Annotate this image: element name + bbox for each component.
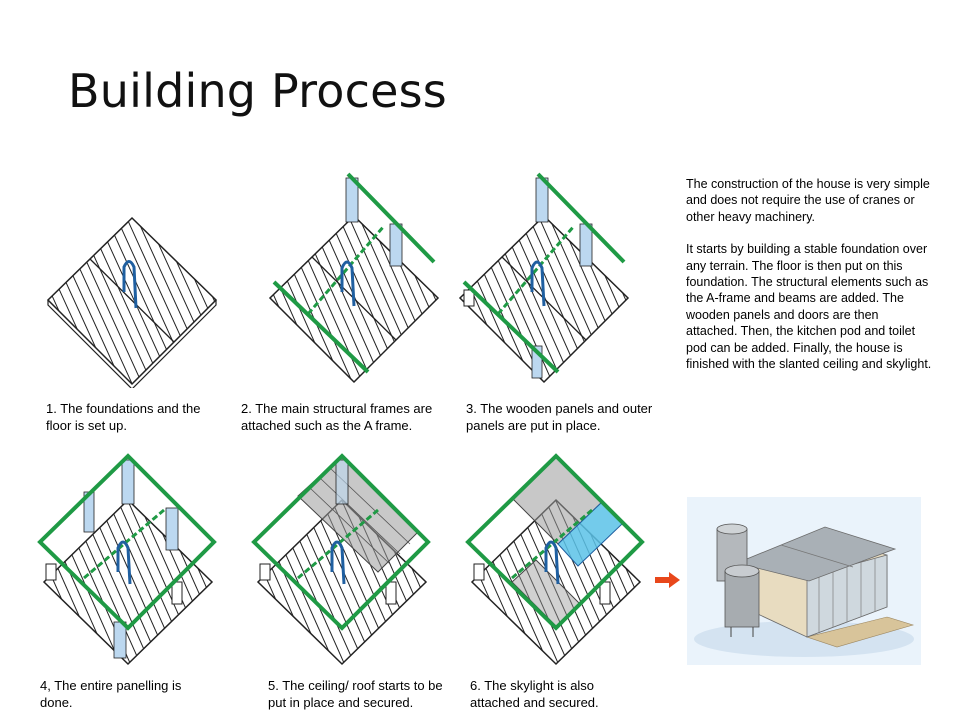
step-4-caption: 4, The entire panelling is done. <box>40 678 182 710</box>
step-2-caption: 2. The main structural frames are attached such as the A frame. <box>241 401 433 433</box>
description-paragraph-2: It starts by building a stable foundation over any terrain. The floor is then put on this foundation. The structural elements such as the A-frame and beams are added. The wooden panels and doors are then attached. Then, the kitchen pod and toilet pod can be added. Finally, the house is finished with the slanted ceiling and skylight. <box>686 242 932 372</box>
arrow-right-icon <box>655 572 681 588</box>
page-title: Building Process <box>68 64 447 118</box>
step-5-diagram <box>248 452 438 672</box>
step-6-diagram <box>462 452 652 672</box>
step-1-caption: 1. The foundations and the floor is set up. <box>46 401 201 433</box>
step-3-diagram <box>454 166 634 388</box>
step-6-caption: 6. The skylight is also attached and secured. <box>470 678 599 710</box>
finished-house-render <box>687 497 921 665</box>
step-2-diagram <box>264 166 444 388</box>
description <box>686 176 932 388</box>
step-1-diagram <box>44 212 220 388</box>
step-5-caption: 5. The ceiling/ roof starts to be put in place and secured. <box>268 678 443 710</box>
step-3-caption: 3. The wooden panels and outer panels are put in place. <box>466 401 653 433</box>
description-paragraph-1: The construction of the house is very simple and does not require the use of cranes or other heavy machinery. <box>686 177 930 224</box>
step-4-diagram <box>34 452 224 672</box>
